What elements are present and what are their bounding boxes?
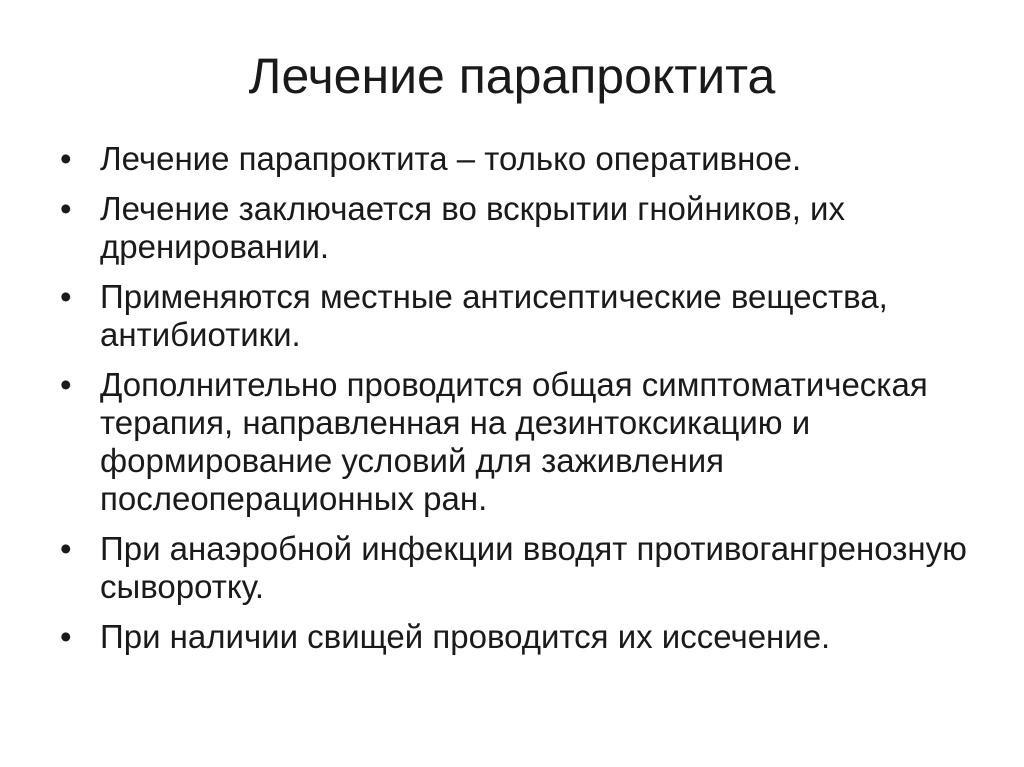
bullet-item <box>58 278 978 354</box>
slide-title: Лечение парапроктита <box>248 48 776 104</box>
bullet-text: При анаэробной инфекции вводят противогангренозную сыворотку. <box>100 530 967 605</box>
bullet-dot-icon: • <box>60 618 72 655</box>
bullet-text: Лечение парапроктита – только оперативное. <box>100 140 802 177</box>
bullet-item <box>58 530 978 606</box>
bullet-dot-icon: • <box>60 190 72 227</box>
bullet-dot-icon: • <box>60 530 72 567</box>
bullet-text: Применяются местные антисептические вещества, антибиотики. <box>100 278 888 353</box>
bullet-list <box>58 140 978 668</box>
bullet-dot-icon: • <box>60 140 72 177</box>
bullet-text: При наличии свищей проводится их иссечение. <box>100 618 831 655</box>
bullet-text: Лечение заключается во вскрытии гнойников, их дренировании. <box>100 190 845 265</box>
bullet-item <box>58 140 978 178</box>
bullet-item <box>58 190 978 266</box>
bullet-item <box>58 366 978 518</box>
bullet-dot-icon: • <box>60 366 72 403</box>
bullet-dot-icon: • <box>60 278 72 315</box>
bullet-item <box>58 618 978 656</box>
bullet-text: Дополнительно проводится общая симптоматическая терапия, направленная на дезинтоксикацию и формирование условий для заживления послеоперационных ран. <box>100 366 928 517</box>
